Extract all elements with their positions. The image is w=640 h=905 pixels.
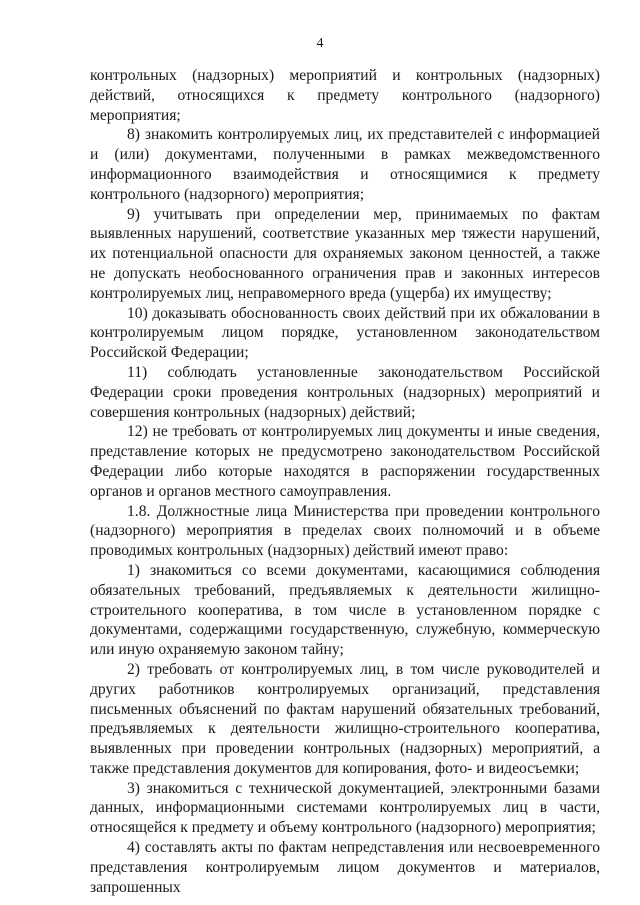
paragraph-item-8: 8) знакомить контролируемых лиц, их представителей с информацией и (или) документами, полученными в рамках межведомственного информационного взаимодействия и относящимися к предмету контрольного (надзорного) мероприятия; xyxy=(90,126,600,203)
paragraph-right-4: 4) составлять акты по фактам непредставления или несвоевременного представления контролируемым лицом документов и материалов, запрошенных xyxy=(90,839,600,896)
page-number: 4 xyxy=(316,36,324,51)
paragraph-item-11: 11) соблюдать установленные законодательством Российской Федерации сроки проведения контрольных (надзорных) мероприятий и совершения контрольных (надзорных) действий; xyxy=(90,363,600,421)
paragraph-section-1-8: 1.8. Должностные лица Министерства при проведении контрольного (надзорного) мероприятия в пределах своих полномочий и в объеме проводимых контрольных (надзорных) действий имеют право: xyxy=(90,502,600,560)
paragraph-right-3: 3) знакомиться с технической документацией, электронными базами данных, информационными системами контролируемых лиц в части, относящейся к предмету и объему контрольного (надзорного) мероприятия; xyxy=(90,779,600,837)
paragraph-right-1: 1) знакомиться со всеми документами, касающимися соблюдения обязательных требований, предъявляемых к деятельности жилищно-строительного кооператива, в том числе в установленном порядке с документами, содержащими государственную, служебную, коммерческую или иную охраняемую законом тайну; xyxy=(90,561,600,659)
paragraph-item-12: 12) не требовать от контролируемых лиц документы и иные сведения, представление которых не предусмотрено законодательством Российской Федерации либо которые находятся в распоряжении государственных органов и органов местного самоуправления. xyxy=(90,423,600,500)
paragraph-item-10: 10) доказывать обоснованность своих действий при их обжаловании в контролируемым лицом порядке, установленном законодательством Российской Федерации; xyxy=(90,304,600,362)
paragraph-continuation: контрольных (надзорных) мероприятий и контрольных (надзорных) действий, относящихся к предмету контрольного (надзорного) мероприятия; xyxy=(90,67,600,124)
paragraph-item-9: 9) учитывать при определении мер, принимаемых по фактам выявленных нарушений, соответствие указанных мер тяжести нарушений, их потенциальной опасности для охраняемых законом ценностей, а также не допускать необоснованного ограничения прав и законных интересов контролируемых лиц, неправомерного вреда (ущерба) их имуществу; xyxy=(90,205,600,302)
document-body xyxy=(90,66,600,897)
paragraph-right-2: 2) требовать от контролируемых лиц, в том числе руководителей и других работников контролируемых организаций, представления письменных объяснений по фактам нарушений обязательных требований, предъявляемых к деятельности жилищно-строительного кооператива, выявленных при проведении контрольных (надзорных) мероприятий, а также представления документов для копирования, фото- и видеосъемки; xyxy=(90,660,600,777)
